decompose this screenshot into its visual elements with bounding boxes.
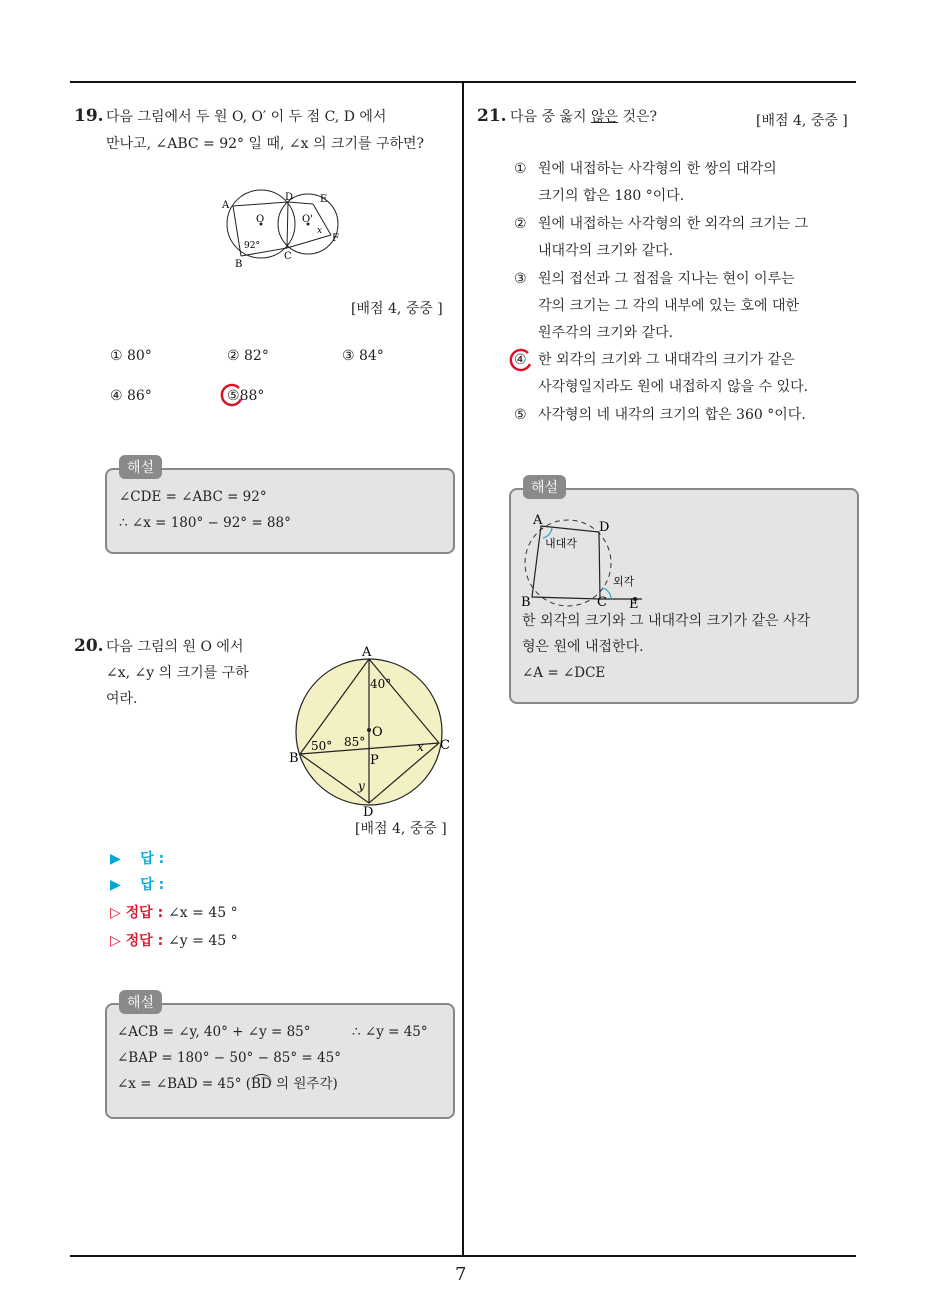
choice-mark: ⑤ <box>514 407 527 423</box>
q20-label-x: x <box>417 740 424 754</box>
hollow-arrow-icon: ▷ <box>110 933 121 949</box>
q19-solution-tag: 해설 <box>119 455 162 479</box>
choice-line: 원주각의 크기와 같다. <box>538 325 674 341</box>
q20-label-85: 85° <box>344 735 366 749</box>
q20-correct-answer-2 <box>110 930 238 950</box>
bottom-rule <box>70 1255 856 1257</box>
column-divider <box>462 82 464 1257</box>
q19-score: [배점 4, 중중 ] <box>351 301 443 317</box>
choice-line: 각의 크기는 그 각의 내부에 있는 호에 대한 <box>538 298 800 314</box>
choice-mark: ① <box>514 161 527 177</box>
q20-solution-line1a: ∠ACB = ∠y, 40° + ∠y = 85° <box>117 1024 311 1040</box>
q21-label-D: D <box>599 520 610 535</box>
q19-choice-4[interactable] <box>110 388 152 404</box>
choice-mark: ① <box>110 348 123 364</box>
q20-correct-answer-1 <box>110 902 238 922</box>
choice-value: 86° <box>127 388 152 404</box>
q19-selected-circle-icon <box>219 383 245 409</box>
choice-mark: ④ <box>514 352 527 368</box>
q21-text-pre: 다음 중 옳지 <box>510 109 591 125</box>
choice-line: 사각형일지라도 원에 내접하지 않을 수 있다. <box>538 379 809 395</box>
q19-label-O: O <box>256 214 265 225</box>
q19-number: 19. <box>74 106 104 126</box>
q19-solution-line2: ∴ ∠x = 180° − 92° = 88° <box>119 515 291 531</box>
q20-label-C: C <box>440 738 450 753</box>
q19-text-line2: 만나고, ∠ABC = 92° 일 때, ∠x 의 크기를 구하면? <box>106 136 425 152</box>
solution-text: ∠x = ∠BAD = 45° ( <box>117 1076 252 1092</box>
solution-text: 의 원주각) <box>271 1076 338 1092</box>
choice-mark: ⑤ <box>227 388 240 404</box>
hollow-arrow-icon: ▷ <box>110 905 121 921</box>
choice-line: 한 외각의 크기와 그 내대각의 크기가 같은 <box>538 352 795 368</box>
q21-label-A: A <box>533 513 543 528</box>
choice-line: 크기의 합은 180 °이다. <box>538 188 685 204</box>
q21-selected-circle-icon <box>507 347 535 375</box>
q21-solution-line3: ∠A = ∠DCE <box>522 665 606 681</box>
q19-figure <box>215 188 345 270</box>
q21-text-underlined: 않은 <box>590 109 619 125</box>
q20-answer-prompt-2[interactable] <box>110 874 164 894</box>
q21-label-E: E <box>629 597 639 612</box>
choice-line: 사각형의 네 내각의 크기의 합은 360 °이다. <box>538 407 806 423</box>
q21-number: 21. <box>477 106 507 126</box>
q20-solution-tag: 해설 <box>119 990 162 1014</box>
q20-solution-line1b: ∴ ∠y = 45° <box>352 1024 428 1040</box>
q20-solution-line2: ∠BAP = 180° − 50° − 85° = 45° <box>117 1050 341 1066</box>
q21-text <box>510 104 657 131</box>
q20-label-40: 40° <box>370 677 392 691</box>
q20-label-B: B <box>289 751 299 766</box>
choice-mark: ③ <box>342 348 355 364</box>
q19-label-C: C <box>284 251 292 262</box>
q21-label-B: B <box>521 595 531 610</box>
correct-value: ∠x = 45 ° <box>168 905 238 921</box>
q21-score: [배점 4, 중중 ] <box>756 113 848 129</box>
q20-number: 20. <box>74 636 104 656</box>
q19-label-A: A <box>222 200 230 211</box>
choice-value: 82° <box>244 348 269 364</box>
q20-label-P: P <box>370 753 379 768</box>
choice-line: 내대각의 크기와 같다. <box>538 243 674 259</box>
q19-label-angle: 92° <box>244 241 260 251</box>
arrow-icon: ▶ <box>110 851 121 867</box>
choice-value: 80° <box>127 348 152 364</box>
q19-solution-line1: ∠CDE = ∠ABC = 92° <box>119 489 267 505</box>
q20-answer-prompt-1[interactable] <box>110 848 164 868</box>
choice-value: 84° <box>359 348 384 364</box>
q20-solution-line3 <box>117 1071 338 1098</box>
q21-label-C: C <box>597 595 607 610</box>
choice-line: 원에 내접하는 사각형의 한 쌍의 대각의 <box>538 161 777 177</box>
correct-value: ∠y = 45 ° <box>168 933 238 949</box>
q20-text-line2: ∠x, ∠y 의 크기를 구하 <box>106 665 249 681</box>
answer-label: 답 : <box>140 877 165 893</box>
q19-choice-1[interactable] <box>110 348 152 364</box>
q21-label-inner: 내대각 <box>545 537 577 550</box>
q20-score: [배점 4, 중중 ] <box>355 821 447 837</box>
q19-label-B: B <box>235 259 243 270</box>
q20-label-50: 50° <box>311 739 333 753</box>
correct-label: 정답 : <box>125 905 164 921</box>
q20-text-line1: 다음 그림의 원 O 에서 <box>106 639 244 655</box>
choice-line: 원의 접선과 그 접점을 지나는 현이 이루는 <box>538 271 795 287</box>
arc-label: BD <box>251 1076 272 1092</box>
q20-label-D: D <box>363 805 374 818</box>
choice-line: 원에 내접하는 사각형의 한 외각의 크기는 그 <box>538 216 809 232</box>
q21-solution-tag: 해설 <box>523 475 566 499</box>
q19-choice-3[interactable] <box>342 348 384 364</box>
choice-mark: ④ <box>110 388 123 404</box>
q20-text-line3: 여라. <box>106 691 138 707</box>
choice-value: 88° <box>239 388 265 404</box>
choice-mark: ② <box>227 348 240 364</box>
q19-choice-2[interactable] <box>227 348 269 364</box>
q20-label-y: y <box>358 779 365 793</box>
q21-text-post: 것은? <box>618 109 658 125</box>
q19-label-O2: O' <box>302 214 313 225</box>
q19-text-line1: 다음 그림에서 두 원 O, O′ 이 두 점 C, D 에서 <box>106 109 387 125</box>
answer-label: 답 : <box>140 851 165 867</box>
q19-label-D: D <box>285 192 294 203</box>
q21-solution-line1: 한 외각의 크기와 그 내대각의 크기가 같은 사각 <box>522 613 811 629</box>
choice-mark: ② <box>514 216 527 232</box>
q19-label-E: E <box>320 194 328 205</box>
q21-label-outer: 외각 <box>613 575 635 588</box>
choice-mark: ③ <box>514 271 527 287</box>
q19-label-F: F <box>332 233 339 244</box>
page-number: 7 <box>455 1264 467 1285</box>
q20-figure <box>284 640 454 818</box>
q19-label-x: x <box>317 226 323 236</box>
q20-label-O: O <box>372 725 383 740</box>
correct-label: 정답 : <box>125 933 164 949</box>
q21-figure <box>515 508 650 612</box>
arrow-icon: ▶ <box>110 877 121 893</box>
q20-label-A: A <box>362 645 372 660</box>
q21-solution-line2: 형은 원에 내접한다. <box>522 639 644 655</box>
